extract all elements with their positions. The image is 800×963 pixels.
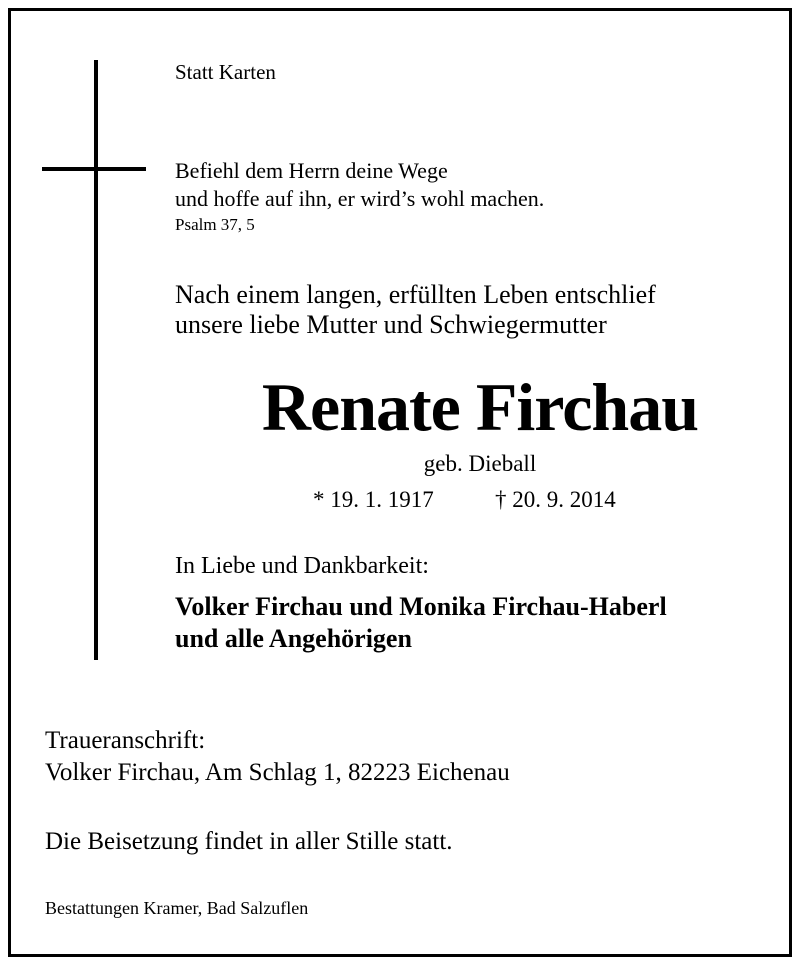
deceased-name: Renate Firchau bbox=[261, 369, 699, 445]
verse-reference: Psalm 37, 5 bbox=[175, 215, 255, 234]
notice-border bbox=[8, 8, 792, 957]
bible-verse bbox=[175, 157, 544, 213]
statt-karten-text: Statt Karten bbox=[175, 60, 276, 84]
birth-date: * 19. 1. 1917 bbox=[313, 487, 434, 512]
burial-note: Die Beisetzung findet in aller Stille statt. bbox=[45, 828, 453, 855]
verse-line-2: und hoffe auf ihn, er wird’s wohl machen. bbox=[175, 186, 545, 211]
undertaker-credit: Bestattungen Kramer, Bad Salzuflen bbox=[45, 898, 309, 918]
announcement-line-1: Nach einem langen, erfüllten Leben entschlief bbox=[175, 280, 656, 309]
mourners-line-2: und alle Angehörigen bbox=[175, 624, 412, 653]
announcement-line-2: unsere liebe Mutter und Schwiegermutter bbox=[175, 310, 607, 339]
mourning-address-label: Traueranschrift: bbox=[45, 727, 206, 754]
cross-icon-bar bbox=[42, 167, 146, 171]
mourners-intro: In Liebe und Dankbarkeit: bbox=[175, 553, 429, 579]
verse-line-1: Befiehl dem Herrn deine Wege bbox=[175, 158, 448, 183]
mourning-address: Volker Firchau, Am Schlag 1, 82223 Eichenau bbox=[45, 759, 510, 786]
maiden-name: geb. Dieball bbox=[423, 451, 537, 476]
mourners-names bbox=[175, 591, 667, 655]
cross-icon bbox=[94, 60, 98, 660]
death-date: † 20. 9. 2014 bbox=[495, 487, 616, 512]
mourners-line-1: Volker Firchau und Monika Firchau-Haberl bbox=[175, 592, 667, 621]
announcement-text bbox=[175, 280, 656, 340]
